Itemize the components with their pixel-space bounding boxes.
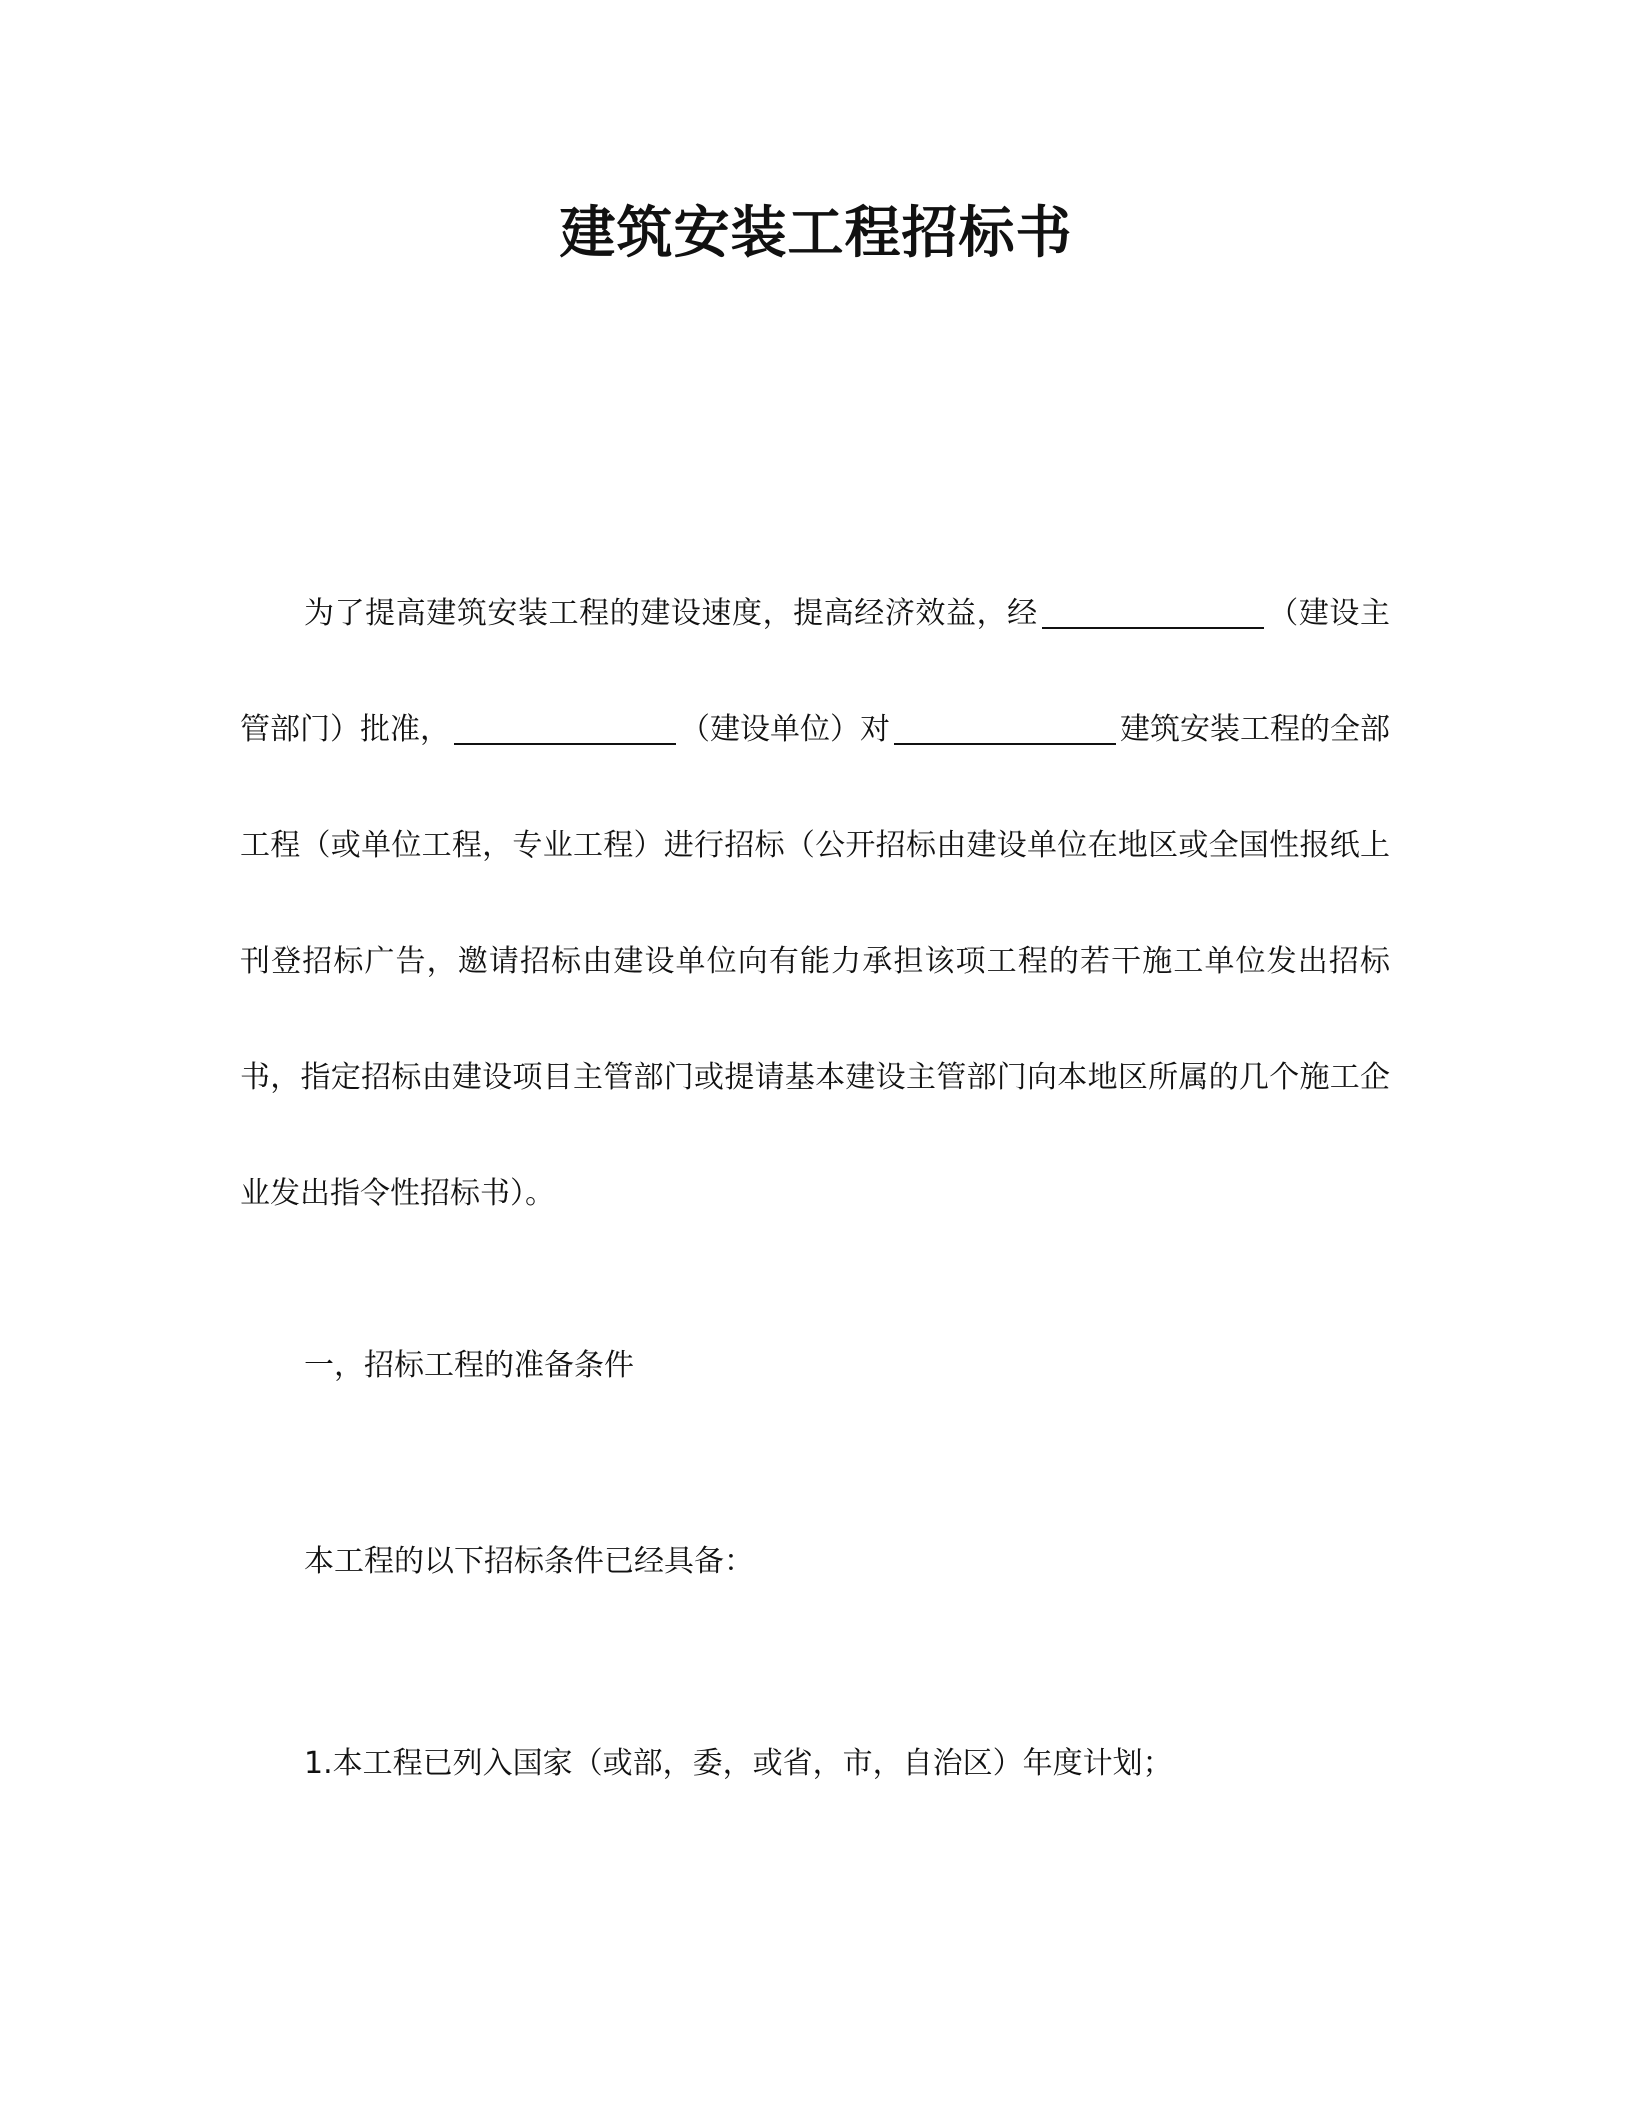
intro-text-3: （建设单位）对 bbox=[680, 712, 890, 747]
document-title: 建筑安装工程招标书 bbox=[559, 201, 1073, 266]
condition-item-1: 1.本工程已列入国家（或部，委，或省，市，自治区）年度计划； bbox=[304, 1746, 1173, 1781]
intro-text-2: （建设主管部门）批准， bbox=[240, 596, 1391, 747]
intro-paragraph bbox=[240, 556, 1390, 1252]
section-heading-1: 一，招标工程的准备条件 bbox=[304, 1348, 634, 1383]
intro-text-1: 为了提高建筑安装工程的建设速度，提高经济效益，经 bbox=[304, 596, 1038, 631]
intro-text-4: 建筑安装工程的全部工程（或单位工程，专业工程）进行招标（公开招标由建设单位在地区或全国性报纸上刊登招标广告，邀请招标由建设单位向有能力承担该项工程的若干施工单位发出招标书，指定招标由建设项目主管部门或提请基本建设主管部门向本地区所属的几个施工企业发出指令性招标书）。 bbox=[240, 712, 1390, 1211]
blank-builder-field bbox=[454, 711, 676, 745]
blank-authority-field bbox=[1042, 595, 1264, 629]
blank-project-field bbox=[894, 711, 1116, 745]
conditions-intro: 本工程的以下招标条件已经具备： bbox=[304, 1544, 754, 1579]
